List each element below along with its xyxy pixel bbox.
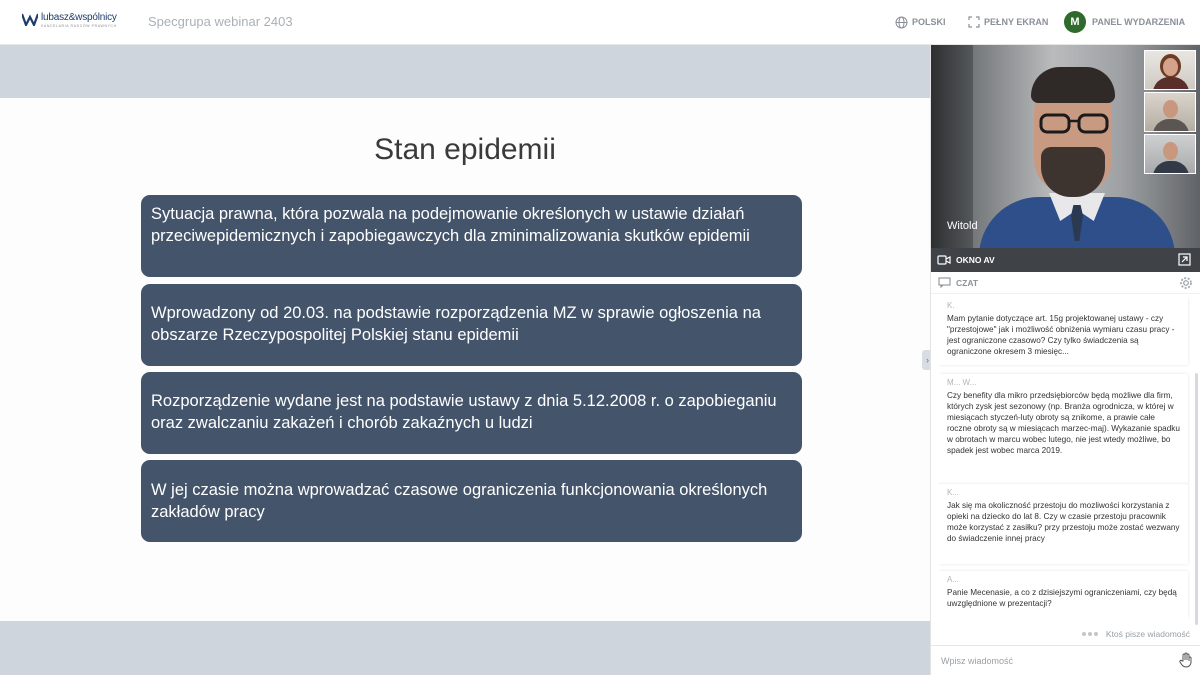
chat-scrollbar[interactable] [1195, 373, 1198, 625]
message-author: K. [947, 301, 955, 310]
slide-bullet-box: Sytuacja prawna, która pozwala na podejmowanie określonych w ustawie działań przeciwepidemicznych i zapobiegawczych dla zminimalizowania skutków epidemii [141, 195, 802, 277]
thumbnail-body [1153, 77, 1189, 90]
chat-message [939, 484, 1188, 564]
fullscreen-button[interactable] [968, 10, 1048, 34]
slide-bullet-box: Wprowadzony od 20.03. na podstawie rozporządzenia MZ w sprawie ogłoszenia na obszarze Rzeczypospolitej Polskiej stanu epidemii [141, 284, 802, 366]
participant-thumbnail[interactable] [1144, 92, 1196, 132]
message-text: Czy benefity dla mikro przedsiębiorców będą możliwe dla firm, których zysk jest sezonowy (np. Branża ogrodnicza, w której w miesiącach styczeń-luty obroty są znikome, a prawie całe roczne obroty są w miesiącach marzec-maj). Wykazanie spadku w obrotach w marcu wobec lutego, nie jest wtedy możliwe, bo spadek jest wobec marca 2019. [947, 391, 1180, 455]
typing-indicator [1082, 629, 1190, 639]
event-panel-label: PANEL WYDARZENIA [1092, 17, 1186, 27]
typing-text: Ktoś pisze wiadomość [1105, 629, 1190, 639]
avatar: M [1064, 11, 1086, 33]
slide-title: Stan epidemii [374, 133, 556, 166]
speaker-name: Witold [947, 220, 978, 232]
message-author: A... [947, 575, 960, 584]
chat-input-row [931, 645, 1200, 675]
message-text: Jak się ma okoliczność przestoju do mozliwości korzystania z opieki na dziecko do lat 8. Czy w czasie przestoju pracownik może korzystać z zasiłku? przy przestoju może zostać wezwany do świadczenie innej pracy [947, 501, 1180, 543]
camera-icon [937, 255, 951, 265]
chevron-right-icon: › [926, 355, 929, 365]
event-title: Specgrupa webinar 2403 [148, 14, 293, 29]
thumbnail-head [1163, 100, 1178, 118]
language-button[interactable] [895, 10, 946, 34]
brand-logo[interactable] [22, 13, 117, 29]
event-panel-button[interactable] [1064, 10, 1185, 34]
message-author: K... [947, 488, 960, 497]
slide-bullet-box: W jej czasie można wprowadzać czasowe ograniczenia funkcjonowania określonych zakładów pracy [141, 460, 802, 542]
chat-header [931, 272, 1200, 294]
thumbnail-body [1153, 119, 1189, 132]
participant-thumbnail[interactable] [1144, 50, 1196, 90]
fullscreen-icon [968, 16, 980, 28]
thumbnail-head [1163, 58, 1178, 76]
top-header [0, 0, 1200, 45]
slide-margin-bottom [0, 621, 930, 675]
chat-message [939, 571, 1188, 619]
chat-message-list[interactable] [939, 297, 1192, 619]
logo-name: lubasz&wspólnicy [41, 12, 117, 23]
participant-thumbnail[interactable] [1144, 134, 1196, 174]
fullscreen-label: PEŁNY EKRAN [984, 17, 1049, 27]
av-window-bar[interactable] [931, 248, 1200, 272]
hand-icon[interactable] [1179, 652, 1193, 668]
thumbnail-body [1153, 161, 1189, 174]
globe-icon [895, 16, 908, 29]
popout-icon[interactable] [1178, 253, 1191, 266]
chat-message [939, 297, 1188, 365]
thumbnail-head [1163, 142, 1178, 160]
speaker-hair [1031, 67, 1115, 103]
gear-icon[interactable] [1179, 276, 1193, 290]
av-window-label: OKNO AV [956, 255, 995, 265]
message-text: Panie Mecenasie, a co z dzisiejszymi ograniczeniami, czy będą uwzględnione w prezentacji? [947, 588, 1177, 608]
right-panel [930, 45, 1200, 675]
chat-message-input[interactable] [941, 656, 1161, 666]
speaker-video[interactable] [931, 45, 1200, 248]
message-author: M... W... [947, 378, 977, 387]
presentation-slide [0, 98, 930, 621]
presentation-stage [0, 45, 930, 675]
speaker-glasses [1039, 113, 1109, 135]
slide-margin-top [0, 45, 930, 98]
logo-w-icon [22, 13, 38, 26]
video-curtain [931, 45, 973, 248]
chat-message [939, 374, 1188, 484]
logo-subtitle: KANCELARIA RADCÓW PRAWNYCH [41, 24, 117, 28]
chat-label: CZAT [956, 277, 979, 288]
language-label: POLSKI [912, 17, 946, 27]
typing-dots-icon [1082, 632, 1100, 636]
slide-bullet-box: Rozporządzenie wydane jest na podstawie ustawy z dnia 5.12.2008 r. o zapobieganiu oraz zwalczaniu zakażeń i chorób zakaźnych u ludzi [141, 372, 802, 454]
chat-icon [938, 277, 951, 288]
message-text: Mam pytanie dotyczące art. 15g projektowanej ustawy - czy "przestojowe" jak i możliwość obniżenia wymiaru czasu pracy - jest ograniczone czasowo? Czy tylko świadczenia są ograniczone okresem 3 miesięc... [947, 314, 1175, 356]
